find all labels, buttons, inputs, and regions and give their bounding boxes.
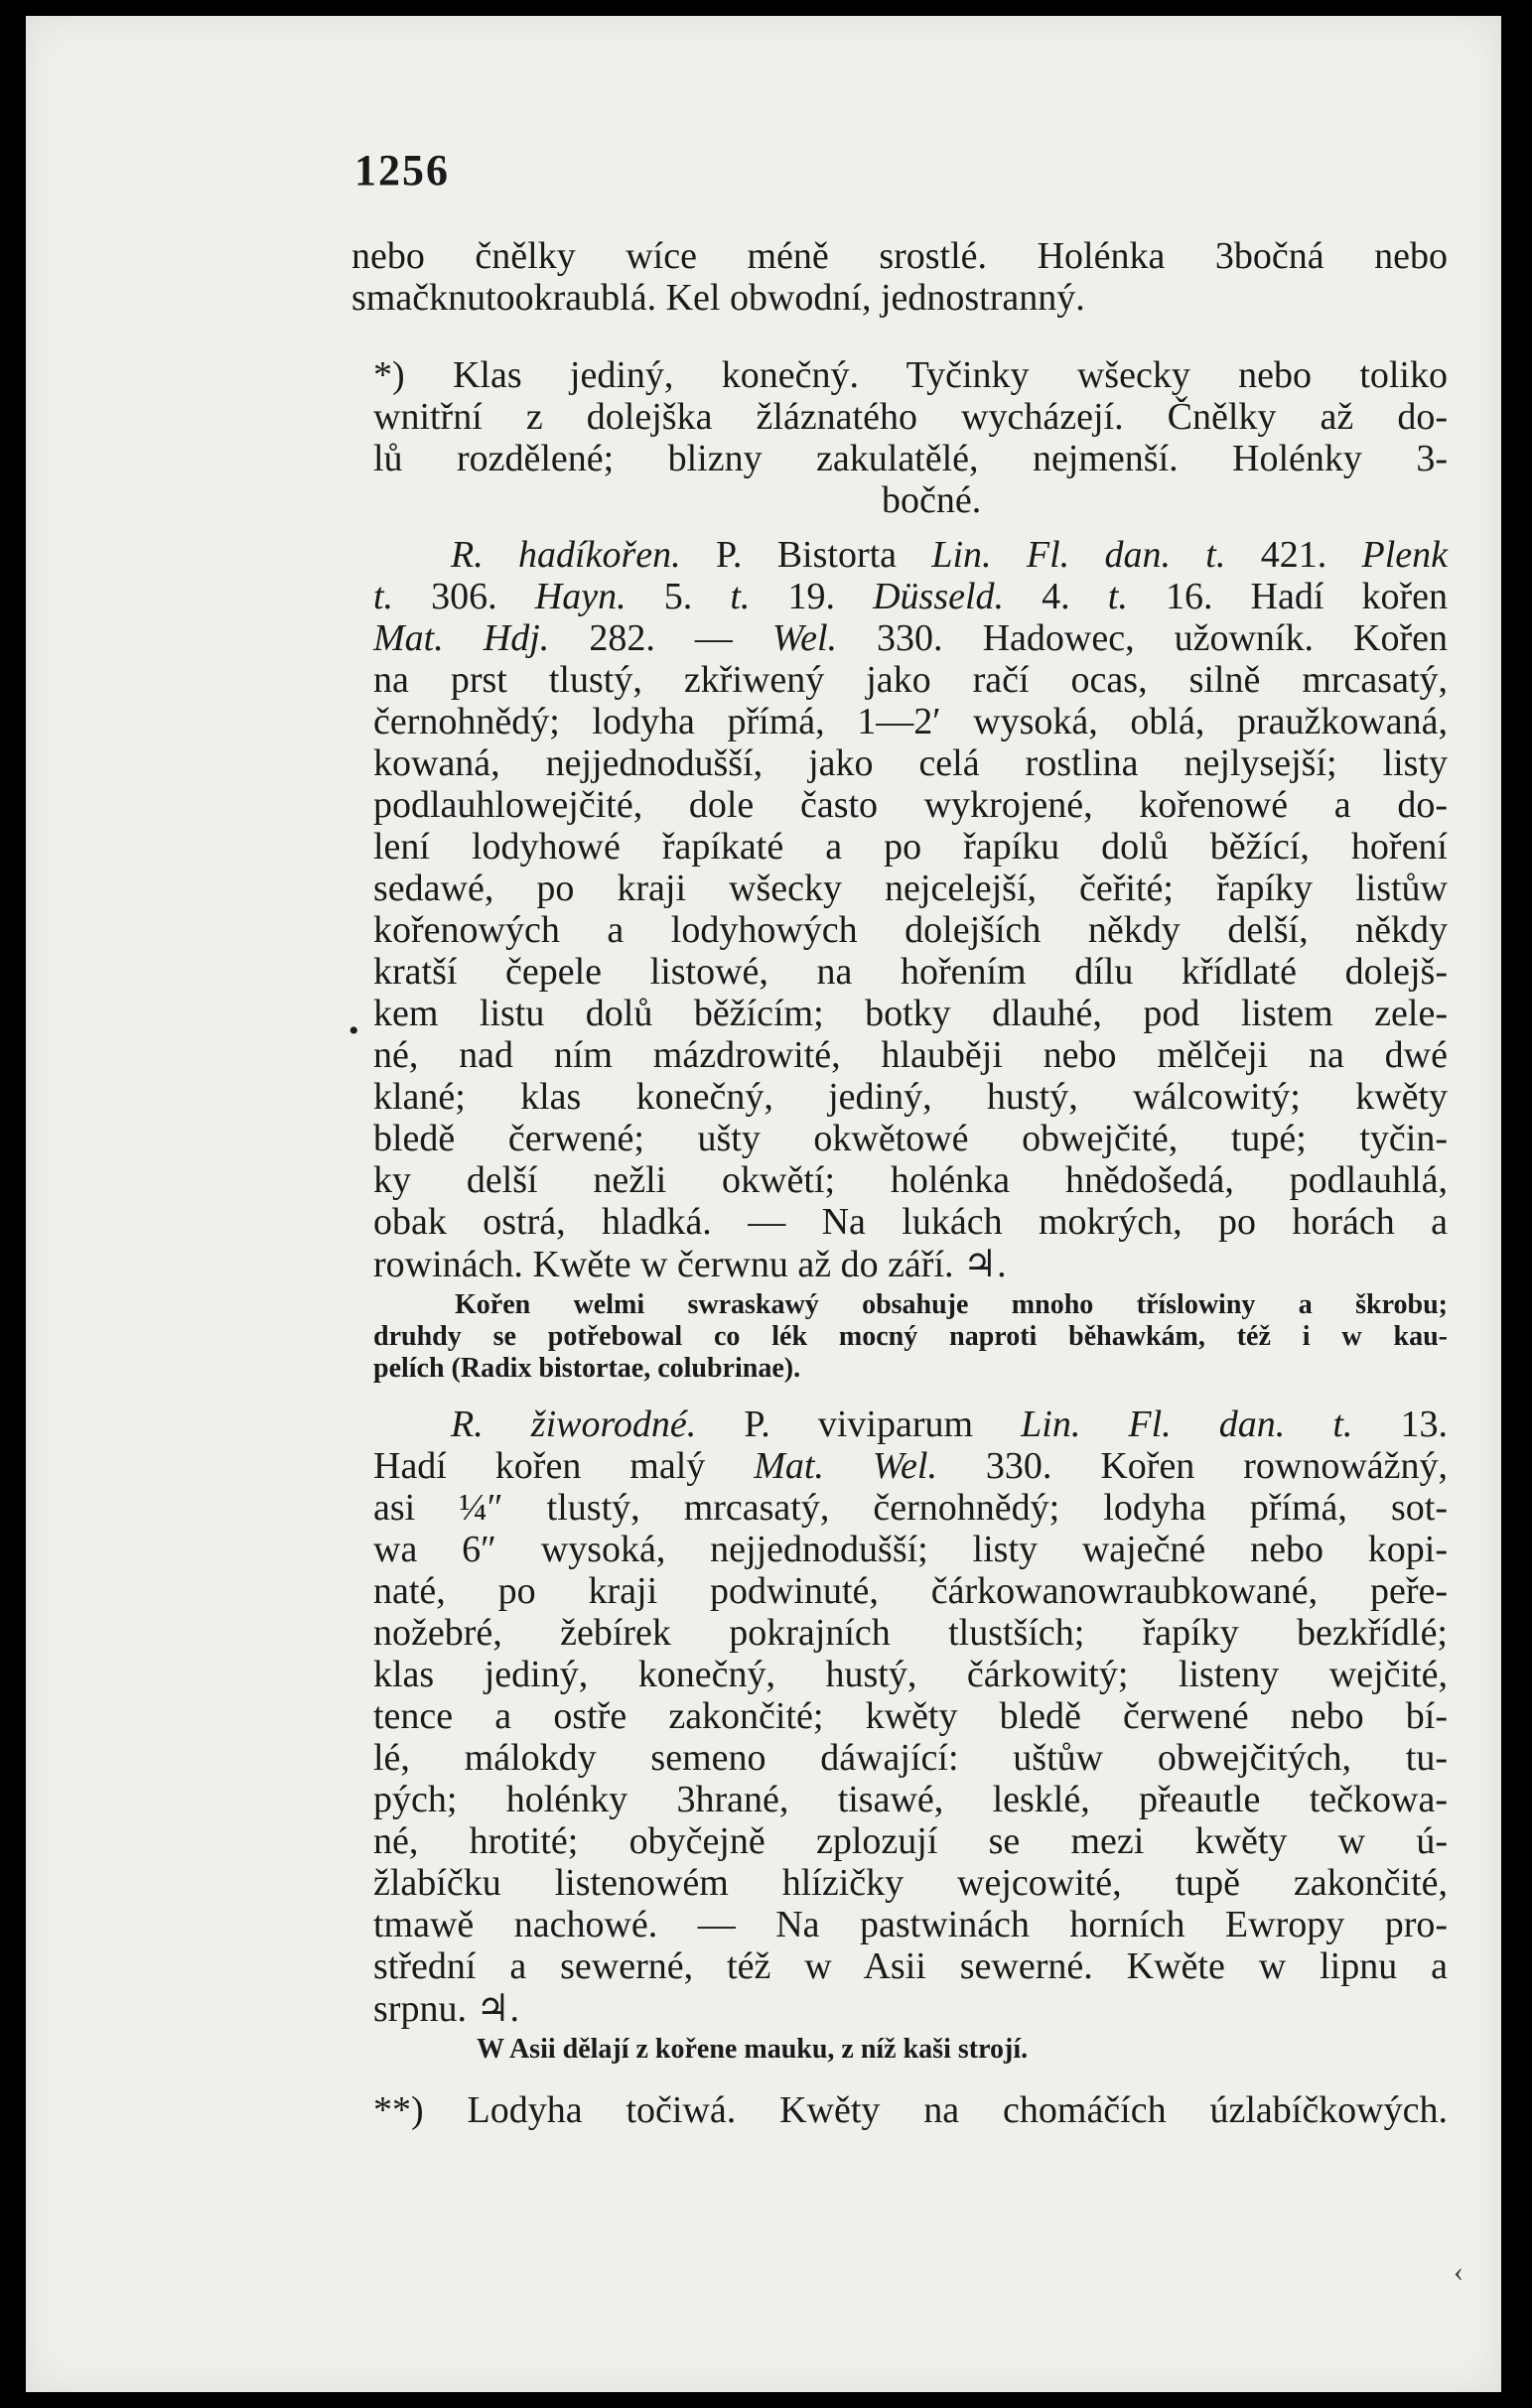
text-line: tmawě nachowé. — Na pastwinách horních Ewropy pro- <box>373 1904 1448 1945</box>
text-line: asi ¼″ tlustý, mrcasatý, černohnědý; lodyha přímá, sot- <box>373 1487 1448 1529</box>
text-line: Hadí kořen malý Mat. Wel. 330. Kořen rownowážný, <box>373 1445 1449 1487</box>
text-line: ky delší nežli okwětí; holénka hnědošedá, podlauhlá, <box>373 1159 1448 1201</box>
text-line: wa 6″ wysoká, nejjednodušší; listy waječné nebo kopi- <box>373 1529 1448 1570</box>
text-line: pých; holénky 3hrané, tisawé, lesklé, přeautle tečkowa- <box>373 1779 1448 1820</box>
text-line: kratší čepele listowé, na hořením dílu křídlaté dolejš- <box>373 951 1448 993</box>
text-line: obak ostrá, hladká. — Na lukách mokrých, po horách a <box>373 1201 1448 1243</box>
text-line: rowinách. Kwěte w čerwnu až do září. ♃. <box>373 1244 1007 1285</box>
text-line: lů rozdělené; blizny zakulatělé, nejmenší. Holénky 3- <box>373 438 1448 479</box>
note-line: W Asii dělají z kořene mauku, z níž kaši strojí. <box>477 2034 1029 2065</box>
text-line: t. 306. Hayn. 5. t. 19. Düsseld. 4. t. 16. Hadí kořen <box>373 576 1449 617</box>
text-line: žlabíčku listenowém hlízičky wejcowité, tupě zakončité, <box>373 1862 1448 1904</box>
species-heading-line: R. žiworodné. P. viviparum Lin. Fl. dan. t. 13. <box>451 1404 1448 1445</box>
text-line: na prst tlustý, zkřiwený jako račí ocas, silně mrcasatý, <box>373 659 1448 701</box>
text-line: wnitřní z dolejška žláznatého wycházejí. Čnělky až do- <box>373 396 1448 438</box>
text-line: klas jediný, konečný, hustý, čárkowitý; listeny wejčité, <box>373 1654 1448 1695</box>
text-line: né, hrotité; obyčejně zplozují se mezi kwěty w ú- <box>373 1820 1448 1862</box>
text-line: tence a ostře zakončité; kwěty bledě čerwené nebo bí- <box>373 1695 1448 1737</box>
species-name: R. žiworodné. <box>451 1404 697 1445</box>
text-line: střední a sewerné, též w Asii sewerné. Kwěte w lipnu a <box>373 1945 1448 1987</box>
margin-mark: • <box>348 1014 359 1047</box>
text-line: klané; klas konečný, jediný, hustý, wálcowitý; kwěty <box>373 1076 1448 1118</box>
species-name: R. hadíkořen. <box>451 534 681 576</box>
text-line: lé, málokdy semeno dáwající: uštůw obwejčitých, tu- <box>373 1737 1448 1779</box>
text-line: kowaná, nejjednodušší, jako celá rostlina nejlysejší; listy <box>373 742 1448 784</box>
text-line: sedawé, po kraji wšecky nejcelejší, čeřité; řapíky listůw <box>373 868 1448 909</box>
text-line: smačknutookraublá. Kel obwodní, jednostranný. <box>351 277 1085 319</box>
species-heading-line: R. hadíkořen. P. Bistorta Lin. Fl. dan. t. 421. Plenk <box>451 534 1449 576</box>
text-line: nebo čnělky wíce méně srostlé. Holénka 3bočná nebo <box>351 235 1448 277</box>
scan-speck: ‹ <box>1454 2255 1463 2288</box>
text-line: **) Lodyha točiwá. Kwěty na chomáčích úzlabíčkowých. <box>373 2089 1448 2131</box>
text-line: srpnu. ♃. <box>373 1988 520 2030</box>
text-line: černohnědý; lodyha přímá, 1—2′ wysoká, oblá, praužkowaná, <box>373 701 1448 742</box>
note-line: pelích (Radix bistortae, colubrinae). <box>373 1353 801 1384</box>
text-line: naté, po kraji podwinuté, čárkowanowraubkowané, peře- <box>373 1570 1448 1612</box>
text-line: bočné. <box>882 479 982 521</box>
text-line: né, nad ním mázdrowité, hlauběji nebo mělčeji na dwé <box>373 1034 1448 1076</box>
page-number: 1256 <box>354 146 450 195</box>
text-line: kem listu dolů běžícím; botky dlauhé, pod listem zele- <box>373 993 1448 1034</box>
note-line: Kořen welmi swraskawý obsahuje mnoho tříslowiny a škrobu; <box>455 1289 1448 1320</box>
text-line: nožebré, žebírek pokrajních tlustších; řapíky bezkřídlé; <box>373 1612 1448 1654</box>
text-line: *) Klas jediný, konečný. Tyčinky wšecky nebo toliko <box>373 354 1448 396</box>
note-line: druhdy se potřebowal co lék mocný naproti běhawkám, též i w kau- <box>373 1321 1448 1352</box>
text-line: Mat. Hdj. 282. — Wel. 330. Hadowec, užowník. Kořen <box>373 617 1448 659</box>
text-line: kořenowých a lodyhowých dolejších někdy delší, někdy <box>373 909 1448 951</box>
book-page <box>26 16 1501 2392</box>
text-line: podlauhlowejčité, dole často wykrojené, kořenowé a do- <box>373 784 1448 826</box>
text-line: bledě čerwené; ušty okwětowé obwejčité, tupé; tyčin- <box>373 1118 1448 1159</box>
text-line: lení lodyhowé řapíkaté a po řapíku dolů běžící, hoření <box>373 826 1448 868</box>
